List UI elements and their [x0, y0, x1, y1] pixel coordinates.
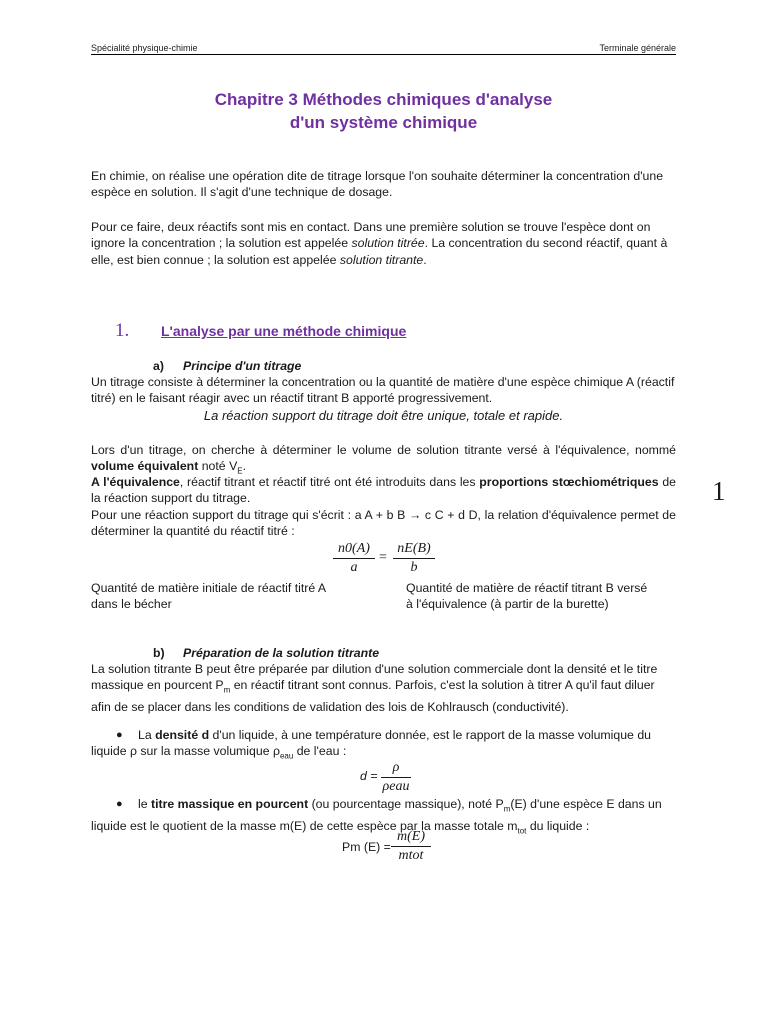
- term-solution-titrante: solution titrante: [339, 252, 424, 267]
- fraction-left-numerator: n0(A): [338, 541, 370, 556]
- fraction-right-numerator: nE(B): [397, 541, 431, 556]
- equivalence-fraction-right: [393, 541, 435, 576]
- equivalence-equals: =: [379, 550, 387, 565]
- note-left: Quantité de matière initiale de réactif titré A dans le bécher: [91, 581, 327, 612]
- chapter-title-line1: Chapitre 3 Méthodes chimiques d'analyse: [214, 90, 553, 109]
- densite-formula-label: d =: [360, 769, 378, 783]
- densite-paragraph: La densité d d'un liquide, à une température donnée, est le rapport de la masse volumique du liquide ρ sur la masse volumique $\rho_{eau}$ de l'eau :: [91, 728, 651, 761]
- titre-massique-formula-label: Pm (E) =: [342, 840, 391, 854]
- titre-massique-fraction: [391, 829, 431, 864]
- volume-equivalent-paragraph: Lors d'un titrage, on cherche à déterminer le volume de solution titrante versé à l'équivalence, nommé volume équivalent noté $V_E$.: [91, 443, 676, 476]
- header-right: Terminale générale: [599, 43, 676, 53]
- subsection-b-title: Préparation de la solution titrante: [183, 646, 380, 660]
- equivalence-fraction-left: [333, 541, 375, 576]
- term-densite: densité d: [155, 728, 210, 742]
- titrage-definition: Un titrage consiste à déterminer la concentration ou la quantité de matière d'une espèce chimique A (réactif titré) en le faisant réagir avec un réactif titrant B apporté progressivement.: [91, 375, 675, 406]
- page-header: [91, 42, 676, 55]
- fraction-right-denominator: b: [410, 560, 418, 575]
- term-equivalence: A l'équivalence: [91, 475, 180, 489]
- titrage-emphasis: La réaction support du titrage doit être unique, totale et rapide.: [203, 408, 564, 423]
- chapter-title-line2: d'un système chimique: [289, 113, 478, 132]
- densite-fraction: [381, 760, 411, 795]
- note-right: Quantité de matière de réactif titrant B versé à l'équivalence (à partir de la burette): [406, 581, 648, 612]
- intro-paragraph-1: En chimie, on réalise une opération dite de titrage lorsque l'on souhaite déterminer la concentration d'une espèce en solution. Il s'agit d'une technique de dosage.: [91, 169, 664, 200]
- term-volume-equivalent: volume équivalent: [91, 459, 199, 474]
- term-proportions: proportions stœchiométriques: [479, 475, 659, 489]
- section-number: 1.: [115, 320, 130, 341]
- titre-massique-paragraph: le titre massique en pourcent (ou pourcentage massique), noté $P_m(E)$ d'une espèce E dans un liquide est le quotient de la masse m(E) de cette espèce par la masse totale $m_{tot}$ du liquide :: [91, 797, 662, 836]
- section-title: L'analyse par une méthode chimique: [161, 323, 407, 339]
- header-left: Spécialité physique-chimie: [91, 43, 198, 53]
- subsection-b-letter: b): [153, 646, 165, 660]
- term-titre-massique: titre massique en pourcent: [151, 797, 309, 811]
- subsection-a-letter: a): [153, 359, 164, 373]
- titre-massique-denominator: mtot: [398, 848, 424, 863]
- fraction-left-denominator: a: [350, 560, 358, 575]
- page-number: 1: [712, 476, 726, 506]
- intro-paragraph-2: Pour ce faire, deux réactifs sont mis en contact. Dans une première solution se trouve l'espèce dont on ignore la concentration ; la solution est appelée solution titrée. La concentration du second réactif, quant à elle, est bien connue ; la solution est appelée solution titrante.: [91, 220, 668, 267]
- bullet-dot-1: ●: [116, 729, 123, 741]
- densite-denominator: ρeau: [382, 779, 410, 794]
- reaction-paragraph: Pour une réaction support du titrage qui s'écrit : a A + b B → c C + d D, la relation d'équivalence permet de déterminer la quantité du réactif titré :: [91, 508, 676, 539]
- chapter-title: [91, 88, 676, 134]
- solution-titrante-paragraph: La solution titrante B peut être préparée par dilution d'une solution commerciale dont la densité et le titre massique en pourcent $P_m$ en réactif titrant sont connus. Parfois, c'est la solution à titrer A qu'il faut diluer afin de se placer dans les conditions de validation des lois de Kohlrausch (conductivité).: [91, 662, 658, 715]
- bullet-dot-2: ●: [116, 798, 123, 810]
- titre-massique-numerator: m(E): [397, 829, 425, 844]
- term-solution-titree: solution titrée: [351, 236, 425, 251]
- densite-numerator: ρ: [392, 760, 400, 775]
- subsection-a-title: Principe d'un titrage: [183, 359, 302, 373]
- equivalence-paragraph: A l'équivalence, réactif titrant et réactif titré ont été introduits dans les proportions stœchiométriques de la réaction support du titrage.: [91, 475, 676, 506]
